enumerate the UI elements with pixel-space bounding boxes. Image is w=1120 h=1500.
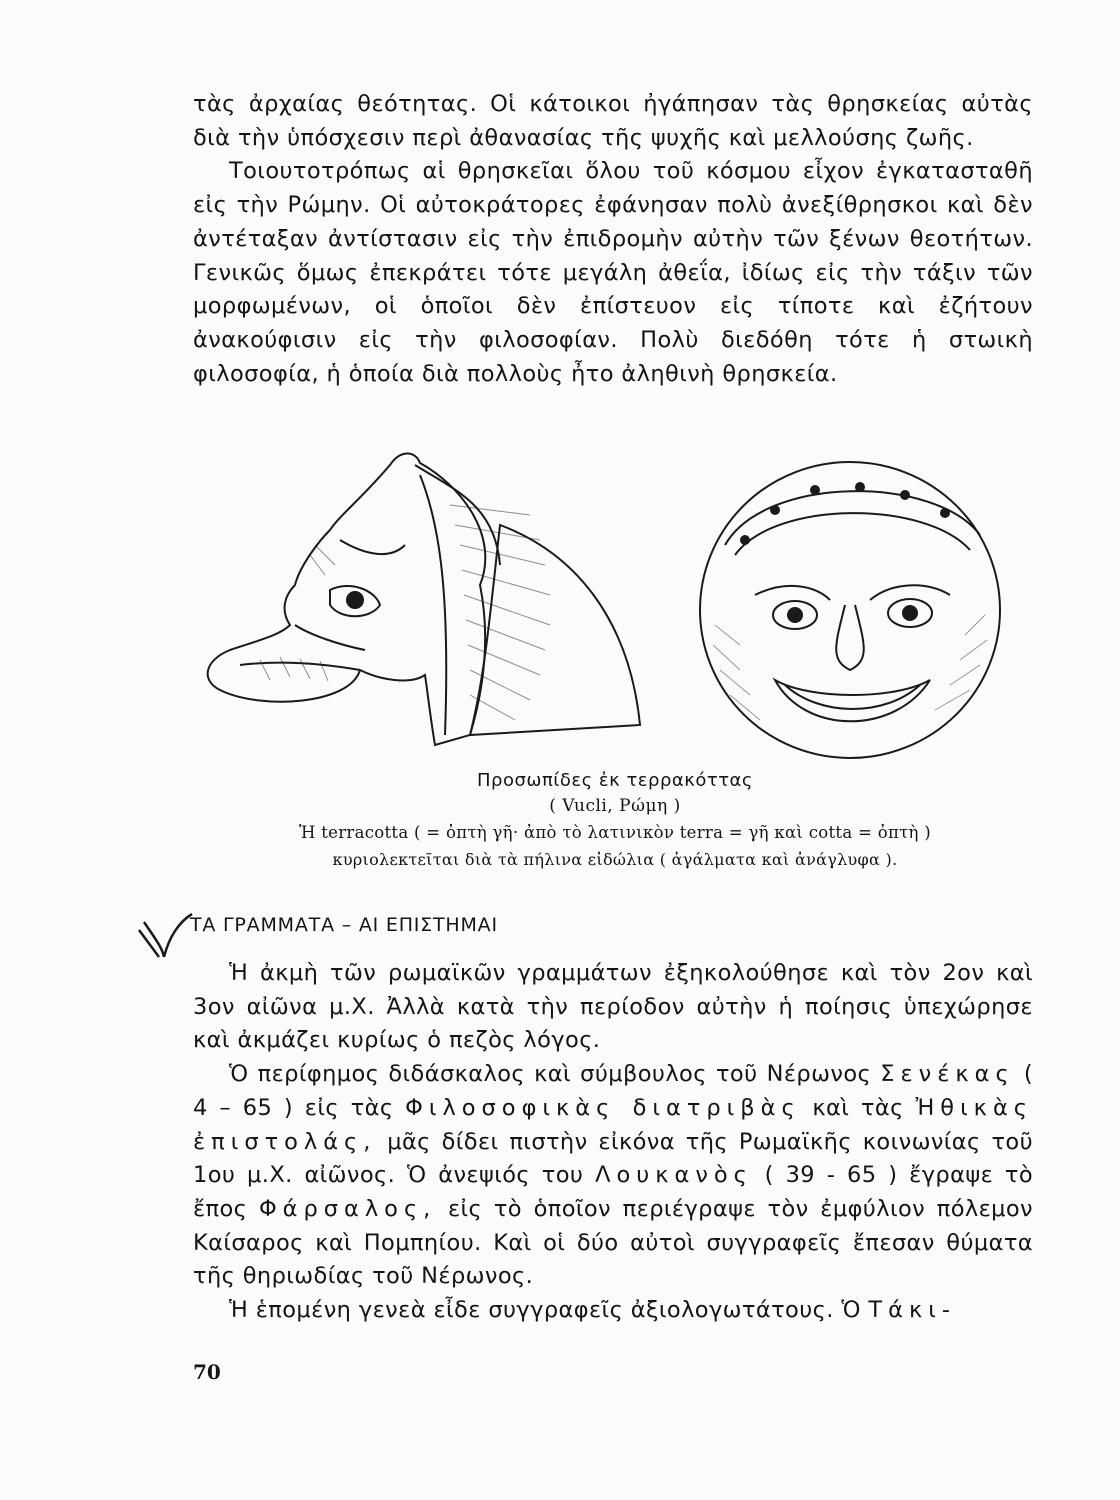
figure-caption-note-continued: κυριολεκτεῖται διὰ τὰ πήλινα εἰδώλια ( ἀγάλματα καὶ ἀνάγλυφα ). xyxy=(332,850,898,869)
top-text-block xyxy=(193,88,1033,391)
text-run: Ἡ ἑπομένη γενεὰ εἶδε συγγραφεῖς ἀξιολογωτάτους. Ὁ xyxy=(229,1297,861,1324)
text-run: μᾶς δίδει πιστὴν εἰκόνα τῆς Ρωμαϊκῆς κοινωνίας τοῦ 1ου μ.Χ. αἰῶνος. Ὁ ἀνεψιός του xyxy=(193,1128,1033,1189)
bottom-text-block xyxy=(193,957,1033,1328)
work-title-pharsalia: Φάρσαλος, xyxy=(258,1195,437,1222)
figure-caption-note: Ἡ terracotta ( = ὀπτὴ γῆ· ἀπὸ τὸ λατινικὸν terra = γῆ καὶ cotta = ὀπτὴ ) xyxy=(298,823,931,842)
terracotta-mask-profile-illustration xyxy=(200,445,690,755)
text-run: Ὁ περίφημος διδάσκαλος καὶ σύμβουλος τοῦ Νέρωνος xyxy=(229,1061,872,1088)
paragraph-seneca-lucan xyxy=(193,1058,1033,1294)
text-run: εἰς τὸ ὁποῖον περιέγραψε τὸν ἐμφύλιον πόλεμον Καίσαρος καὶ Πομπηίου. Καὶ οἱ δύο αὐτοὶ συγγραφεῖς ἔπεσαν θύματα τῆς θηριωδίας τοῦ Νέρωνος. xyxy=(193,1195,1033,1290)
paragraph-religions-in-rome: Τοιουτοτρόπως αἱ θρησκεῖαι ὅλου τοῦ κόσμου εἶχον ἐγκατασταθῆ εἰς τὴν Ρώμην. Οἱ αὐτοκράτορες ἐφάνησαν πολὺ ἀνεξίθρησκοι καὶ δὲν ἀντέταξαν ἀντίστασιν εἰς τὴν ἐπιδρομὴν αὐτὴν τῶν ξένων θεοτήτων. Γενικῶς ὅμως ἐπεκράτει τότε μεγάλη ἀθεΐα, ἰδίως εἰς τὴν τάξιν τῶν μορφωμένων, οἱ ὁποῖοι δὲν ἐπίστευον εἰς τίποτε καὶ ἐζήτουν ἀνακούφισιν εἰς τὴν φιλοσοφίαν. Πολὺ διεδόθη τότε ἡ στωικὴ φιλοσοφία, ἡ ὁποία διὰ πολλοὺς ἦτο ἀληθινὴ θρησκεία. xyxy=(193,158,1033,387)
handwritten-check-mark-icon xyxy=(134,902,194,962)
paragraph-next-generation xyxy=(193,1294,1033,1328)
terracotta-mask-frontal-illustration xyxy=(685,445,1015,765)
terracotta-masks-figure xyxy=(200,445,1030,775)
author-name-tacitus: Τάκι- xyxy=(868,1297,956,1324)
author-name-seneca: Σενέκας xyxy=(880,1061,1015,1088)
section-heading: ΤΑ ΓΡΑΜΜΑΤΑ – ΑΙ ΕΠΙΣΤΗΜΑΙ xyxy=(190,914,498,936)
author-name-lucan: Λουκανὸς xyxy=(595,1162,753,1189)
work-title-moral-letters: Ἠθικὰς ἐπιστολάς, xyxy=(193,1094,1033,1155)
paragraph-continuation: τὰς ἀρχαίας θεότητας. Οἱ κάτοικοι ἠγάπησαν τὰς θρησκείας αὐτὰς διὰ τὴν ὑπόσχεσιν περὶ ἀθανασίας τῆς ψυχῆς καὶ μελλούσης ζωῆς. xyxy=(193,91,1033,151)
figure-caption-title: Προσωπίδες ἐκ τερρακόττας xyxy=(477,770,753,791)
work-title-philosophical-dialogues: Φιλοσοφικὰς διατριβὰς xyxy=(405,1094,801,1121)
text-run: καὶ τὰς xyxy=(812,1094,904,1121)
figure-caption-source: ( Vucli, Ρώμη ) xyxy=(549,796,681,816)
text-run: ( 39 - 65 ) ἔγραψε τὸ ἔπος xyxy=(193,1162,1034,1222)
page-number: 70 xyxy=(193,1360,221,1384)
text-run: ( 4 – 65 ) εἰς τὰς xyxy=(193,1061,1033,1121)
paragraph-literature-peak: Ἡ ἀκμὴ τῶν ρωμαϊκῶν γραμμάτων ἐξηκολούθησε καὶ τὸν 2ον καὶ 3ον αἰῶνα μ.Χ. Ἀλλὰ κατὰ τὴν περίοδον αὐτὴν ἡ ποίησις ὑπεχώρησε καὶ ἀκμάζει κυρίως ὁ πεζὸς λόγος. xyxy=(193,960,1033,1054)
